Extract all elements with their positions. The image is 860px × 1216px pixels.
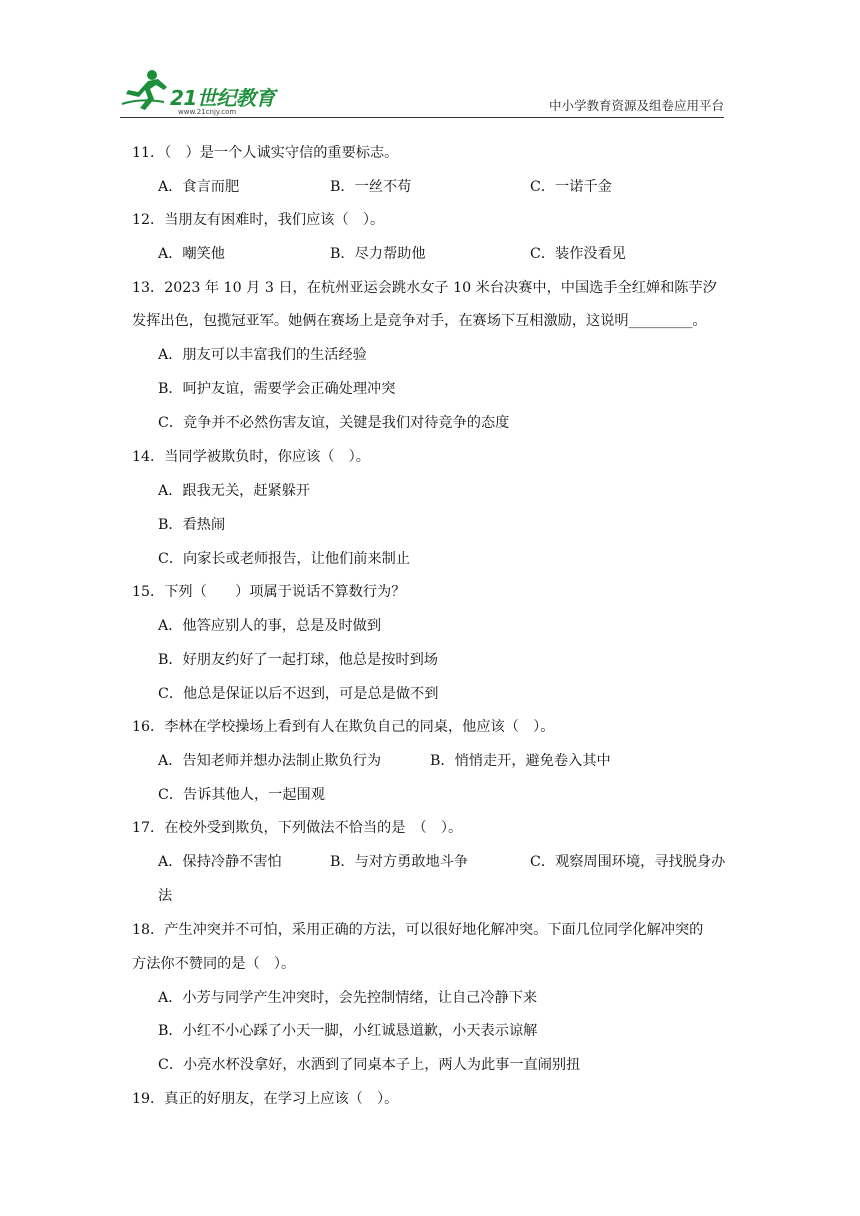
question-16-option-c: C．告诉其他人，一起围观 bbox=[158, 787, 325, 803]
question-12-stem: 12．当朋友有困难时，我们应该（ ）。 bbox=[132, 212, 385, 228]
question-16-option-b: B．悄悄走开，避免卷入其中 bbox=[430, 753, 611, 769]
question-11-stem: 11．（ ）是一个人诚实守信的重要标志。 bbox=[132, 145, 399, 161]
question-14-option-b: B．看热闹 bbox=[158, 517, 226, 533]
question-13-stem-line1: 13．2023 年 10 月 3 日，在杭州亚运会跳水女子 10 米台决赛中，中国选手全红婵和陈芋汐 bbox=[132, 280, 717, 296]
question-18-option-c: C．小亮水杯没拿好，水洒到了同桌本子上，两人为此事一直闹别扭 bbox=[158, 1057, 581, 1073]
question-18-stem-line2: 方法你不赞同的是（ ）。 bbox=[132, 956, 296, 972]
runner-icon bbox=[120, 68, 172, 112]
question-16-stem: 16．李林在学校操场上看到有人在欺负自己的同桌，他应该（ ）。 bbox=[132, 719, 555, 735]
question-11-option-a: A．食言而肥 bbox=[158, 179, 240, 195]
question-17-option-c: C．观察周围环境，寻找脱身办 bbox=[530, 854, 726, 870]
question-14-stem: 14．当同学被欺负时，你应该（ ）。 bbox=[132, 449, 370, 465]
logo-text: 21世纪教育 bbox=[170, 86, 275, 110]
question-12-option-a: A．嘲笑他 bbox=[158, 246, 225, 262]
page-header bbox=[120, 62, 724, 118]
question-14-option-a: A．跟我无关，赶紧躲开 bbox=[158, 483, 311, 499]
header-divider bbox=[120, 117, 724, 118]
question-15-option-c: C．他总是保证以后不迟到，可是总是做不到 bbox=[158, 686, 439, 702]
question-17-option-c-wrap: 法 bbox=[158, 888, 173, 904]
question-18-option-a: A．小芳与同学产生冲突时，会先控制情绪，让自己冷静下来 bbox=[158, 990, 538, 1006]
question-17-stem: 17．在校外受到欺负，下列做法不恰当的是 （ ）。 bbox=[132, 820, 463, 836]
question-12-option-b: B．尽力帮助他 bbox=[330, 246, 426, 262]
question-17-option-b: B．与对方勇敢地斗争 bbox=[330, 854, 469, 870]
question-12-option-c: C．装作没看见 bbox=[530, 246, 626, 262]
logo-url: www.21cnjy.com bbox=[178, 108, 237, 116]
question-13-option-a: A．朋友可以丰富我们的生活经验 bbox=[158, 347, 367, 363]
question-13-stem-line2: 发挥出色，包揽冠亚军。她俩在赛场上是竞争对手，在赛场下互相激励，这说明_________。 bbox=[132, 313, 707, 329]
question-18-stem-line1: 18．产生冲突并不可怕，采用正确的方法，可以很好地化解冲突。下面几位同学化解冲突的 bbox=[132, 922, 704, 938]
question-15-option-a: A．他答应别人的事，总是及时做到 bbox=[158, 618, 382, 634]
question-15-stem: 15．下列（ ）项属于说话不算数行为？ bbox=[132, 584, 406, 600]
question-13-option-b: B．呵护友谊，需要学会正确处理冲突 bbox=[158, 381, 396, 397]
platform-name: 中小学教育资源及组卷应用平台 bbox=[548, 98, 724, 113]
question-14-option-c: C．向家长或老师报告，让他们前来制止 bbox=[158, 551, 411, 567]
question-11-option-b: B．一丝不苟 bbox=[330, 179, 412, 195]
question-18-option-b: B．小红不小心踩了小天一脚，小红诚恳道歉，小天表示谅解 bbox=[158, 1023, 538, 1039]
logo bbox=[120, 68, 300, 118]
question-19-stem: 19．真正的好朋友，在学习上应该（ ）。 bbox=[132, 1091, 399, 1107]
question-11-option-c: C．一诺千金 bbox=[530, 179, 612, 195]
question-17-option-a: A．保持冷静不害怕 bbox=[158, 854, 282, 870]
question-13-option-c: C．竞争并不必然伤害友谊，关键是我们对待竞争的态度 bbox=[158, 415, 510, 431]
question-15-option-b: B．好朋友约好了一起打球，他总是按时到场 bbox=[158, 652, 438, 668]
question-16-option-a: A．告知老师并想办法制止欺负行为 bbox=[158, 753, 382, 769]
